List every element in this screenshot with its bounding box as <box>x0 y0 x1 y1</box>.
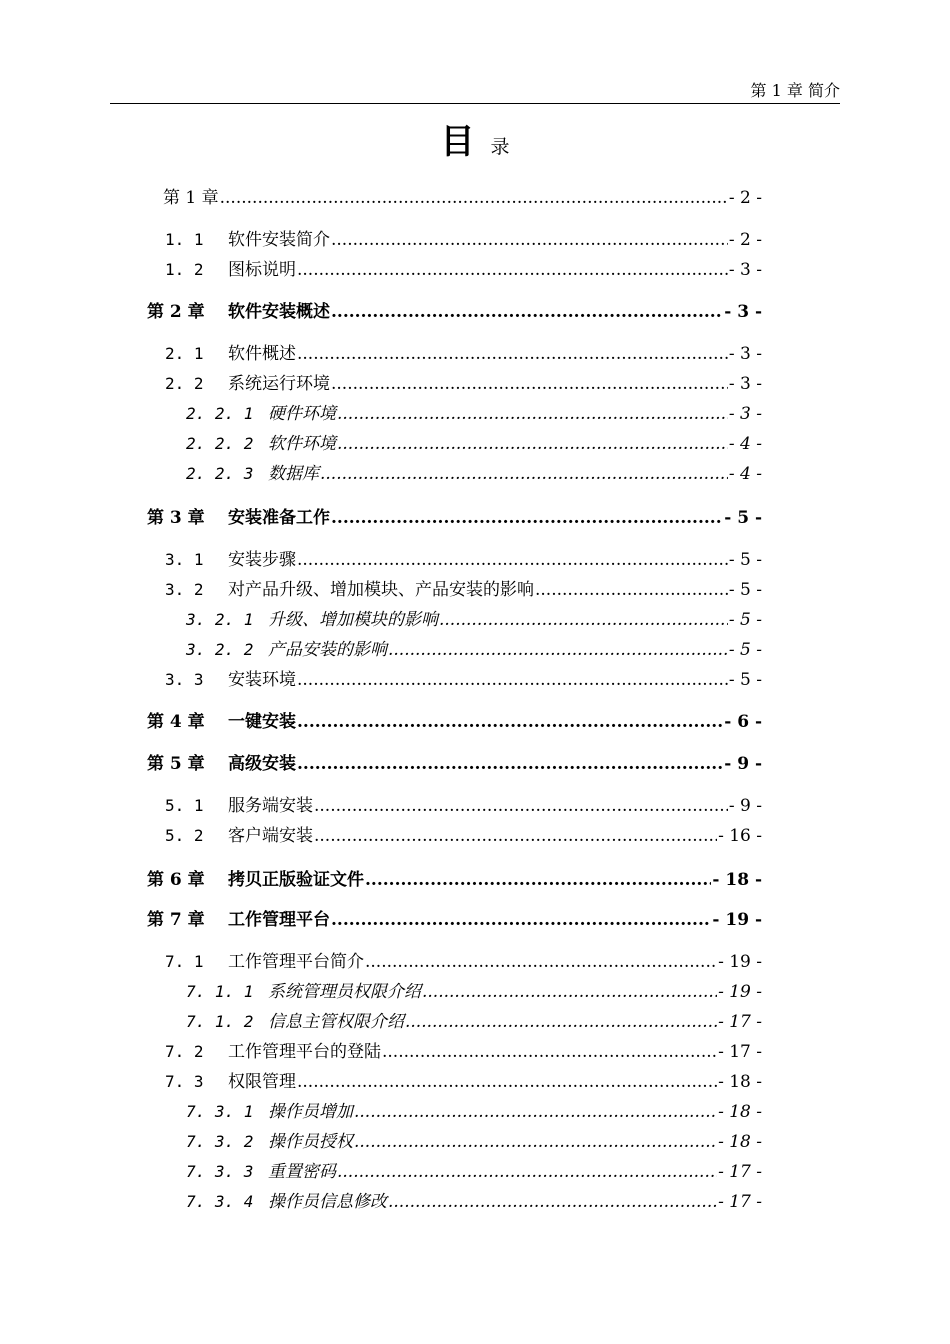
toc-entry-label: 工作管理平台的登陆 <box>228 1042 381 1062</box>
toc-entry-label: 系统运行环境 <box>228 374 330 394</box>
toc-entry-number: 7. 3. 3 <box>186 1162 254 1181</box>
toc-entry[interactable] <box>186 638 762 662</box>
toc-entry-label: 操作员增加 <box>268 1102 353 1122</box>
toc-entry-page: - 3 - <box>728 344 762 364</box>
toc-entry-label: 工作管理平台 <box>228 910 330 930</box>
toc-entry-label: 升级、增加模块的影响 <box>268 610 438 630</box>
toc-entry[interactable] <box>186 462 762 486</box>
toc-entry-label: 工作管理平台简介 <box>228 952 364 972</box>
toc-entry-page: - 3 - <box>728 374 762 394</box>
toc-entry-page: - 4 - <box>728 434 762 454</box>
toc-entry[interactable] <box>186 980 762 1004</box>
toc-entry[interactable] <box>147 710 762 734</box>
toc-entry-number: 7. 1 <box>165 952 204 971</box>
toc-entry-number: 3. 1 <box>165 550 204 569</box>
toc-dot-leader <box>297 668 728 692</box>
toc-entry[interactable] <box>165 950 762 974</box>
toc-entry-number: 第 3 章 <box>147 508 205 528</box>
toc-entry[interactable] <box>147 908 762 932</box>
toc-dot-leader <box>314 824 717 848</box>
toc-dot-leader <box>365 868 711 892</box>
toc-entry-page: - 5 - <box>728 580 762 600</box>
toc-entry[interactable] <box>165 824 762 848</box>
toc-entry[interactable] <box>186 1010 762 1034</box>
toc-entry[interactable] <box>147 752 762 776</box>
toc-entry-label: 产品安装的影响 <box>268 640 387 660</box>
toc-entry[interactable] <box>165 228 762 252</box>
toc-dot-leader <box>314 794 728 818</box>
toc-entry-number: 2. 2. 1 <box>186 404 254 423</box>
toc-entry-page: - 18 - <box>718 1102 762 1122</box>
toc-entry-label: 软件安装简介 <box>228 230 330 250</box>
toc-entry-number: 7. 3 <box>165 1072 204 1091</box>
toc-dot-leader <box>297 548 728 572</box>
toc-entry-number: 7. 1. 1 <box>186 982 254 1001</box>
toc-entry[interactable] <box>186 608 762 632</box>
toc-entry[interactable] <box>186 1130 762 1154</box>
toc-entry[interactable] <box>147 868 762 892</box>
toc-entry[interactable] <box>186 432 762 456</box>
toc-dot-leader <box>297 1070 717 1094</box>
toc-dot-leader <box>354 1100 717 1124</box>
running-header: 第 1 章 简介 <box>750 81 840 100</box>
toc-title-main: 目 <box>440 122 475 162</box>
toc-entry-label: 第 1 章 <box>163 188 219 208</box>
toc-entry-label: 权限管理 <box>228 1072 296 1092</box>
toc-entry-page: - 5 - <box>728 610 762 630</box>
toc-entry-page: - 5 - <box>724 508 762 528</box>
toc-entry-label: 图标说明 <box>228 260 296 280</box>
toc-entry-label: 软件安装概述 <box>228 302 330 322</box>
toc-entry[interactable] <box>147 300 762 324</box>
toc-dot-leader <box>331 372 728 396</box>
toc-entry-label: 系统管理员权限介绍 <box>268 982 421 1002</box>
toc-dot-leader <box>337 402 728 426</box>
toc-entry-label: 信息主管权限介绍 <box>268 1012 404 1032</box>
toc-entry-page: - 9 - <box>728 796 762 816</box>
toc-dot-leader <box>297 258 728 282</box>
toc-entry-number: 2. 1 <box>165 344 204 363</box>
toc-entry-page: - 6 - <box>724 712 762 732</box>
toc-entry-page: - 18 - <box>718 1132 762 1152</box>
toc-entry-label: 软件环境 <box>268 434 336 454</box>
toc-entry-label: 软件概述 <box>228 344 296 364</box>
toc-entry[interactable] <box>165 668 762 692</box>
toc-dot-leader <box>297 752 723 776</box>
toc-entry-label: 操作员信息修改 <box>268 1192 387 1212</box>
toc-entry-label: 安装准备工作 <box>228 508 330 528</box>
toc-entry-page: - 5 - <box>728 550 762 570</box>
toc-entry-number: 1. 1 <box>165 230 204 249</box>
toc-dot-leader <box>220 186 728 210</box>
toc-dot-leader <box>331 908 711 932</box>
toc-entry[interactable] <box>186 1190 762 1214</box>
toc-entry-page: - 3 - <box>724 302 762 322</box>
toc-dot-leader <box>337 1160 717 1184</box>
toc-dot-leader <box>388 638 728 662</box>
toc-dot-leader <box>331 228 728 252</box>
toc-title-secondary: 录 <box>490 136 510 158</box>
toc-entry-page: - 3 - <box>728 260 762 280</box>
toc-entry-number: 7. 1. 2 <box>186 1012 254 1031</box>
toc-entry[interactable] <box>163 186 762 210</box>
toc-entry[interactable] <box>186 1160 762 1184</box>
toc-entry-label: 服务端安装 <box>228 796 313 816</box>
toc-dot-leader <box>535 578 728 602</box>
toc-entry-label: 重置密码 <box>268 1162 336 1182</box>
toc-entry[interactable] <box>165 548 762 572</box>
toc-entry-number: 3. 2 <box>165 580 204 599</box>
toc-entry-number: 2. 2. 2 <box>186 434 254 453</box>
toc-entry-page: - 17 - <box>718 1192 762 1212</box>
toc-entry-page: - 18 - <box>712 870 762 890</box>
toc-dot-leader <box>337 432 728 456</box>
toc-entry-number: 3. 2. 1 <box>186 610 254 629</box>
toc-entry-page: - 16 - <box>718 826 762 846</box>
toc-entry-page: - 19 - <box>718 952 762 972</box>
toc-dot-leader <box>388 1190 717 1214</box>
toc-dot-leader <box>354 1130 717 1154</box>
toc-entry-page: - 9 - <box>724 754 762 774</box>
toc-entry[interactable] <box>165 342 762 366</box>
toc-entry-page: - 5 - <box>728 640 762 660</box>
toc-entry-number: 3. 2. 2 <box>186 640 254 659</box>
toc-entry-page: - 3 - <box>728 404 762 424</box>
toc-entry-number: 第 4 章 <box>147 712 205 732</box>
toc-entry-number: 第 6 章 <box>147 870 205 890</box>
toc-entry-label: 一键安装 <box>228 712 296 732</box>
toc-entry-page: - 18 - <box>718 1072 762 1092</box>
toc-entry-number: 5. 2 <box>165 826 204 845</box>
toc-entry-label: 安装步骤 <box>228 550 296 570</box>
toc-entry[interactable] <box>186 402 762 426</box>
toc-entry[interactable] <box>165 1070 762 1094</box>
toc-entry-number: 2. 2. 3 <box>186 464 254 483</box>
toc-entry-number: 7. 3. 1 <box>186 1102 254 1121</box>
toc-entry-number: 5. 1 <box>165 796 204 815</box>
toc-dot-leader <box>365 950 717 974</box>
toc-dot-leader <box>422 980 717 1004</box>
toc-entry-label: 硬件环境 <box>268 404 336 424</box>
toc-dot-leader <box>320 462 728 486</box>
toc-entry-label: 高级安装 <box>228 754 296 774</box>
toc-entry-number: 7. 3. 4 <box>186 1192 254 1211</box>
toc-entry-page: - 17 - <box>718 1042 762 1062</box>
toc-dot-leader <box>297 342 728 366</box>
toc-entry-page: - 4 - <box>728 464 762 484</box>
toc-entry[interactable] <box>165 578 762 602</box>
toc-entry-number: 7. 2 <box>165 1042 204 1061</box>
toc-entry-number: 第 5 章 <box>147 754 205 774</box>
toc-entry-label: 客户端安装 <box>228 826 313 846</box>
toc-entry-page: - 5 - <box>728 670 762 690</box>
toc-entry[interactable] <box>165 372 762 396</box>
toc-dot-leader <box>382 1040 717 1064</box>
toc-entry-label: 对产品升级、增加模块、产品安装的影响 <box>228 580 534 600</box>
toc-entry-label: 拷贝正版验证文件 <box>228 870 364 890</box>
toc-dot-leader <box>331 300 723 324</box>
toc-dot-leader <box>439 608 728 632</box>
toc-entry-number: 7. 3. 2 <box>186 1132 254 1151</box>
toc-entry-page: - 17 - <box>718 1012 762 1032</box>
toc-entry-label: 操作员授权 <box>268 1132 353 1152</box>
toc-entry-label: 安装环境 <box>228 670 296 690</box>
toc-entry-page: - 17 - <box>718 1162 762 1182</box>
toc-entry-number: 第 7 章 <box>147 910 205 930</box>
toc-entry-number: 第 2 章 <box>147 302 205 322</box>
toc-entry-label: 数据库 <box>268 464 319 484</box>
toc-entry-number: 1. 2 <box>165 260 204 279</box>
toc-entry[interactable] <box>165 258 762 282</box>
toc-entry[interactable] <box>147 506 762 530</box>
toc-entry-page: - 2 - <box>728 230 762 250</box>
toc-entry-page: - 19 - <box>712 910 762 930</box>
toc-entry-number: 3. 3 <box>165 670 204 689</box>
toc-entry[interactable] <box>186 1100 762 1124</box>
toc-entry-number: 2. 2 <box>165 374 204 393</box>
toc-entry-page: - 19 - <box>718 982 762 1002</box>
toc-dot-leader <box>405 1010 717 1034</box>
toc-entry[interactable] <box>165 794 762 818</box>
toc-entry[interactable] <box>165 1040 762 1064</box>
toc-dot-leader <box>297 710 723 734</box>
toc-entry-page: - 2 - <box>728 188 762 208</box>
toc-dot-leader <box>331 506 723 530</box>
